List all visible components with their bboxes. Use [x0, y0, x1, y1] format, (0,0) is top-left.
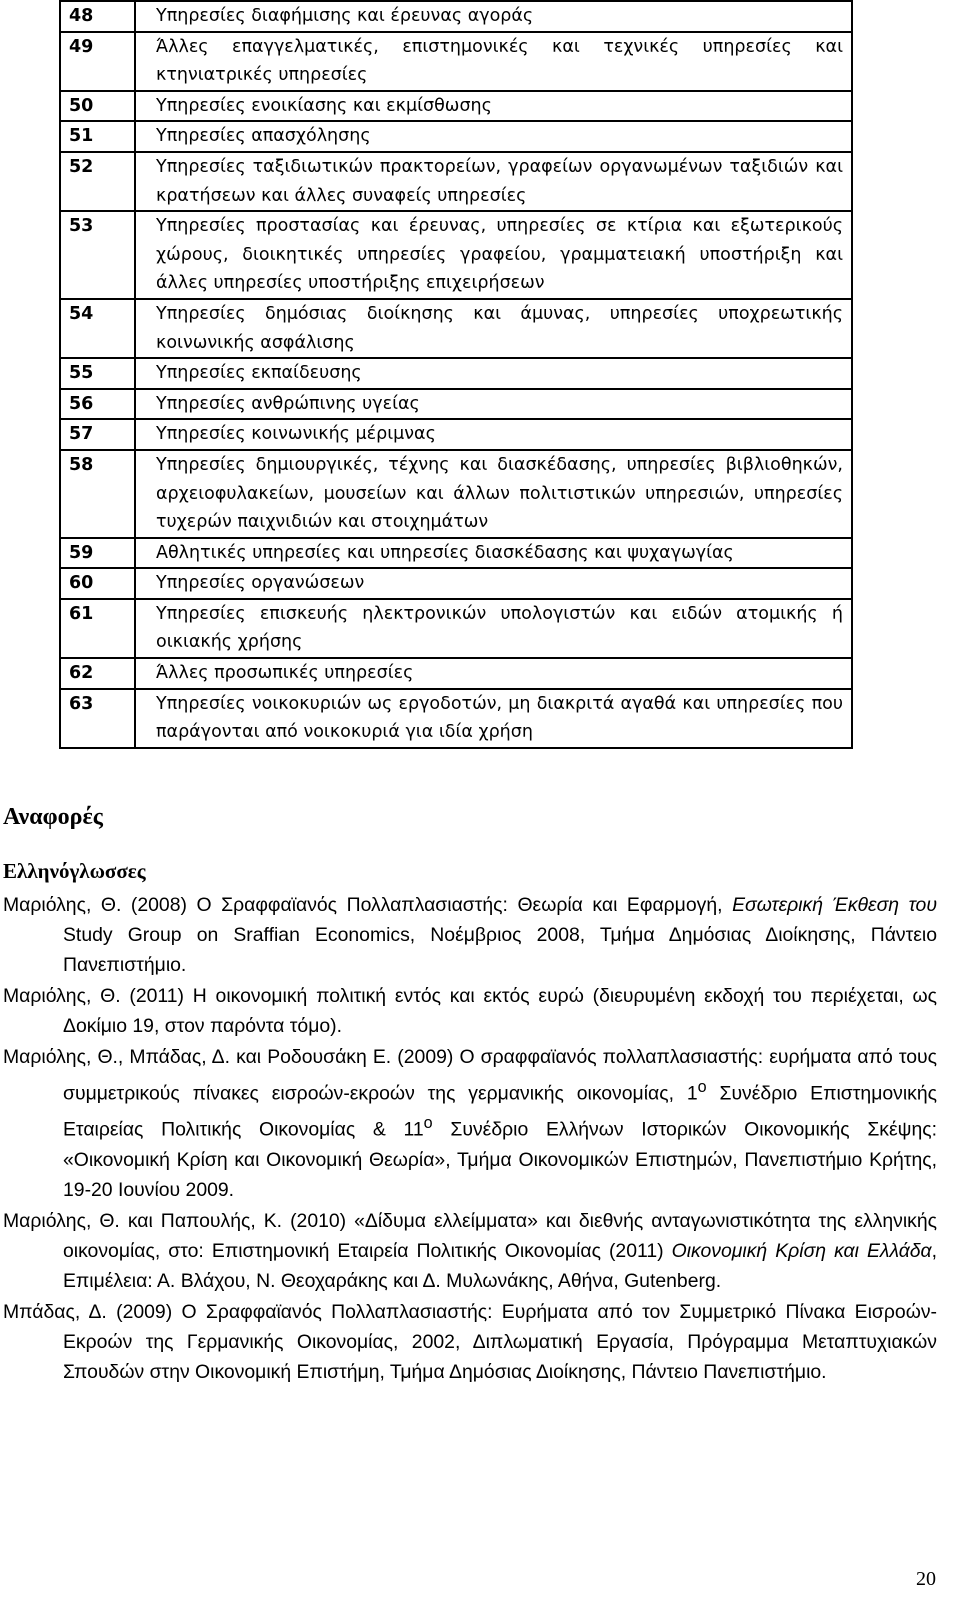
table-row [60, 658, 852, 689]
ref-text: (2011) Η οικονομική πολιτική εντός και εκτός ευρώ (διευρυμένη εκδοχή του περιέχεται, ως Δοκίμιο 19, στον παρόντα τόμο). [63, 985, 937, 1037]
table-row [60, 568, 852, 599]
sector-code: 54 [60, 299, 135, 358]
sector-description: Υπηρεσίες προστασίας και έρευνας, υπηρεσίες σε κτίρια και εξωτερικούς χώρους, διοικητικές υπηρεσίες γραφείου, γραμματειακή υποστήριξη και άλλες υπηρεσίες υποστήριξης επιχειρήσεων [135, 211, 852, 299]
sector-code: 51 [60, 121, 135, 152]
greek-references-subheading: Ελληνόγλωσσες [3, 859, 146, 883]
sector-description: Υπηρεσίες νοικοκυριών ως εργοδοτών, μη διακριτά αγαθά και υπηρεσίες που παράγονται από νοικοκυριά για ιδία χρήση [135, 689, 852, 748]
table-row [60, 299, 852, 358]
ref-superscript: ο [423, 1114, 433, 1133]
table-row [60, 389, 852, 420]
table-row [60, 152, 852, 211]
ref-author: Μαριόλης, Θ. [3, 1209, 120, 1232]
ref-text-end: Study Group on Sraffian Economics, Νοέμβριος 2008, Τμήμα Δημόσιας Διοίκησης, Πάντειο Πανεπιστήμιο. [63, 924, 937, 976]
sector-code: 58 [60, 450, 135, 538]
sector-description: Υπηρεσίες κοινωνικής μέριμνας [135, 419, 852, 450]
ref-author: Μαριόλης, Θ. [3, 1046, 118, 1068]
ref-author: Μαριόλης, Θ. [3, 894, 122, 916]
table-row [60, 538, 852, 569]
references-heading: Αναφορές [3, 804, 103, 830]
ref-text: (2008) Ο Σραφφαϊανός Πολλαπλασιαστής: Θεωρία και Εφαρμογή, [121, 894, 733, 916]
sector-description: Υπηρεσίες επισκευής ηλεκτρονικών υπολογιστών και ειδών ατομικής ή οικιακής χρήσης [135, 599, 852, 658]
reference-item [3, 981, 937, 1041]
sector-code: 56 [60, 389, 135, 420]
ref-text-end: , Επιμέλεια: Α. Βλάχου, Ν. Θεοχαράκης και Δ. Μυλωνάκης, Αθήνα, Gutenberg. [63, 1239, 937, 1292]
ref-superscript: ο [697, 1078, 707, 1096]
ref-text: (2009) Ο Σραφφαϊανός Πολλαπλασιαστής: Ευρήματα από τον Συμμετρικό Πίνακα Εισροών-Εκροών της Γερμανικής Οικονομίας, 2002, Διπλωματική Εργασία, Πρόγραμμα Μεταπτυχιακών Σπουδών στην Οικονομική Επιστήμη, Τμήμα Δημόσιας Διοίκησης, Πάντειο Πανεπιστήμιο. [63, 1300, 937, 1383]
table-row [60, 211, 852, 299]
sector-description: Άλλες επαγγελματικές, επιστημονικές και τεχνικές υπηρεσίες και κτηνιατρικές υπηρεσίες [135, 32, 852, 91]
reference-item [3, 1042, 937, 1205]
sector-code-table [59, 0, 853, 749]
sector-description: Άλλες προσωπικές υπηρεσίες [135, 658, 852, 689]
sector-code: 59 [60, 538, 135, 569]
table-row [60, 32, 852, 91]
ref-author: Μπάδας, Δ. [3, 1300, 107, 1323]
table-body [60, 1, 852, 748]
table-row [60, 91, 852, 122]
sector-description: Υπηρεσίες εκπαίδευσης [135, 358, 852, 389]
sector-description: Υπηρεσίες δημόσιας διοίκησης και άμυνας, υπηρεσίες υποχρεωτικής κοινωνικής ασφάλισης [135, 299, 852, 358]
sector-description: Υπηρεσίες ταξιδιωτικών πρακτορείων, γραφείων οργανωμένων ταξιδιών και κρατήσεων και άλλες συναφείς υπηρεσίες [135, 152, 852, 211]
ref-text: και Παπουλής, Κ. (2010) «Δίδυμα ελλείμματα» και διεθνής ανταγωνιστικότητα της ελληνικής οικονομίας, στο: Επιστημονική Εταιρεία Πολιτικής Οικονομίας (2011) [63, 1209, 937, 1262]
ref-text: , Μπάδας, Δ. και Ροδουσάκη Ε. (2009) Ο σραφφαϊανός πολλαπλασιαστής: ευρήματα από τους συμμετρικούς πίνακες εισροών-εκροών της γερμανικής οικονομίας, 1 [63, 1046, 938, 1105]
sector-description: Υπηρεσίες οργανώσεων [135, 568, 852, 599]
sector-code: 62 [60, 658, 135, 689]
sector-code: 63 [60, 689, 135, 748]
ref-italic-title: Οικονομική Κρίση και Ελλάδα [671, 1239, 932, 1262]
table-row [60, 1, 852, 32]
reference-list [3, 890, 937, 1388]
sector-code: 50 [60, 91, 135, 122]
sector-description: Υπηρεσίες διαφήμισης και έρευνας αγοράς [135, 1, 852, 32]
sector-description: Υπηρεσίες δημιουργικές, τέχνης και διασκέδασης, υπηρεσίες βιβλιοθηκών, αρχειοφυλακείων, μουσείων και άλλων πολιτιστικών υπηρεσιών, υπηρεσίες τυχερών παιχνιδιών και στοιχημάτων [135, 450, 852, 538]
table-row [60, 689, 852, 748]
sector-code: 49 [60, 32, 135, 91]
table-row [60, 419, 852, 450]
sector-code: 48 [60, 1, 135, 32]
sector-code: 52 [60, 152, 135, 211]
ref-italic-title: Εσωτερική Έκθεση του [732, 894, 938, 916]
reference-item [3, 1206, 937, 1296]
sector-code: 53 [60, 211, 135, 299]
sector-description: Υπηρεσίες ανθρώπινης υγείας [135, 389, 852, 420]
sector-code: 57 [60, 419, 135, 450]
sector-description: Αθλητικές υπηρεσίες και υπηρεσίες διασκέδασης και ψυχαγωγίας [135, 538, 852, 569]
table-row [60, 599, 852, 658]
reference-item [3, 890, 937, 980]
page-number: 20 [916, 1568, 936, 1590]
sector-code: 55 [60, 358, 135, 389]
table-row [60, 358, 852, 389]
table-row [60, 450, 852, 538]
sector-description: Υπηρεσίες απασχόλησης [135, 121, 852, 152]
ref-text-end: Συνέδριο Ελλήνων Ιστορικών Οικονομικής Σκέψης: «Οικονομική Κρίση και Οικονομική Θεωρία», Τμήμα Οικονομικών Επιστημών, Πανεπιστήμιο Κρήτης, 19-20 Ιουνίου 2009. [63, 1118, 937, 1201]
table-row [60, 121, 852, 152]
ref-author: Μαριόλης, Θ. [3, 985, 121, 1007]
ref-text-mid: Συνέδριο Επιστημονικής Εταιρείας Πολιτικής Οικονομίας & 11 [63, 1082, 937, 1141]
sector-description: Υπηρεσίες ενοικίασης και εκμίσθωσης [135, 91, 852, 122]
sector-code: 61 [60, 599, 135, 658]
sector-code: 60 [60, 568, 135, 599]
reference-item [3, 1297, 937, 1387]
